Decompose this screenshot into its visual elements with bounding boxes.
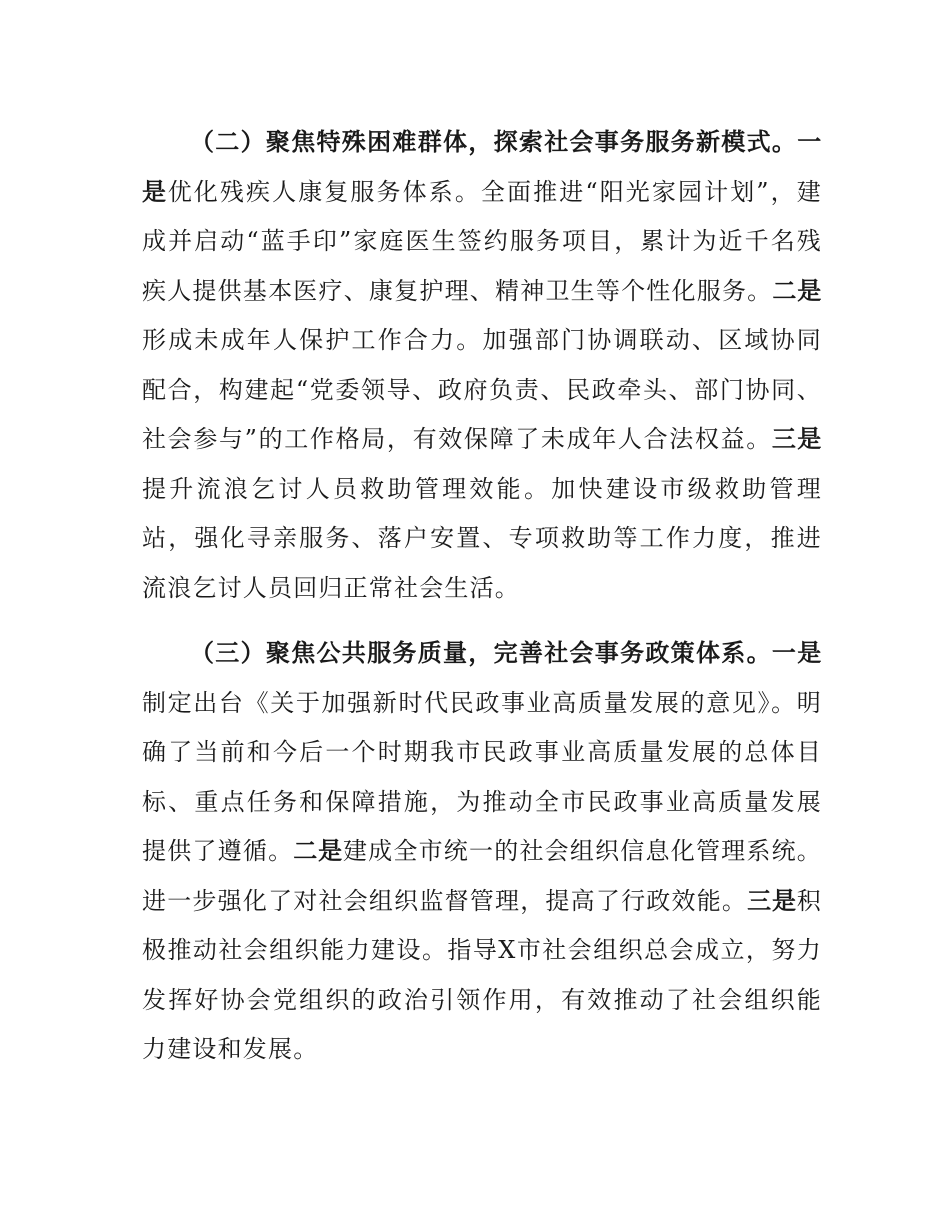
document-body — [142, 118, 822, 1075]
point-label-1: 一是 — [771, 639, 822, 667]
point-label-3: 三是 — [747, 886, 797, 915]
point-label-3: 三是 — [771, 425, 822, 453]
point-label-1: 一是 — [142, 128, 822, 206]
point-text-3: 提升流浪乞讨人员救助管理效能。加快建设市级救助管理站，强化寻亲服务、落户安置、专项救助等工作力度，推进流浪乞讨人员回归正常社会生活。 — [142, 474, 822, 602]
point-text-2: 建成全市统一的社会组织信息化管理系统。进一步强化了对社会组织监督管理，提高了行政效能。 — [142, 837, 822, 915]
point-text-3: 积极推动社会组织能力建设。指导X市社会组织总会成立，努力发挥好协会党组织的政治引领作用，有效推动了社会组织能力建设和发展。 — [142, 886, 822, 1063]
point-label-2: 二是 — [293, 837, 343, 865]
point-text-2: 形成未成年人保护工作合力。加强部门协调联动、区域协同配合，构建起“党委领导、政府负责、民政牵头、部门协同、社会参与”的工作格局，有效保障了未成年人合法权益。 — [142, 326, 822, 453]
section-paragraph-2 — [142, 118, 822, 613]
section-heading: （三）聚焦公共服务质量，完善社会事务政策体系。 — [190, 639, 772, 667]
point-text-1: 制定出台《关于加强新时代民政事业高质量发展的意见》。明确了当前和今后一个时期我市民政事业高质量发展的总体目标、重点任务和保障措施，为推动全市民政事业高质量发展提供了遵循。 — [142, 688, 822, 865]
point-text-1: 优化残疾人康复服务体系。全面推进“阳光家园计划”，建成并启动“蓝手印”家庭医生签约服务项目，累计为近千名残疾人提供基本医疗、康复护理、精神卫生等个性化服务。 — [142, 177, 822, 305]
section-paragraph-3 — [142, 629, 822, 1075]
point-label-2: 二是 — [772, 276, 822, 305]
section-heading: （二）聚焦特殊困难群体，探索社会事务服务新模式。 — [190, 128, 798, 156]
